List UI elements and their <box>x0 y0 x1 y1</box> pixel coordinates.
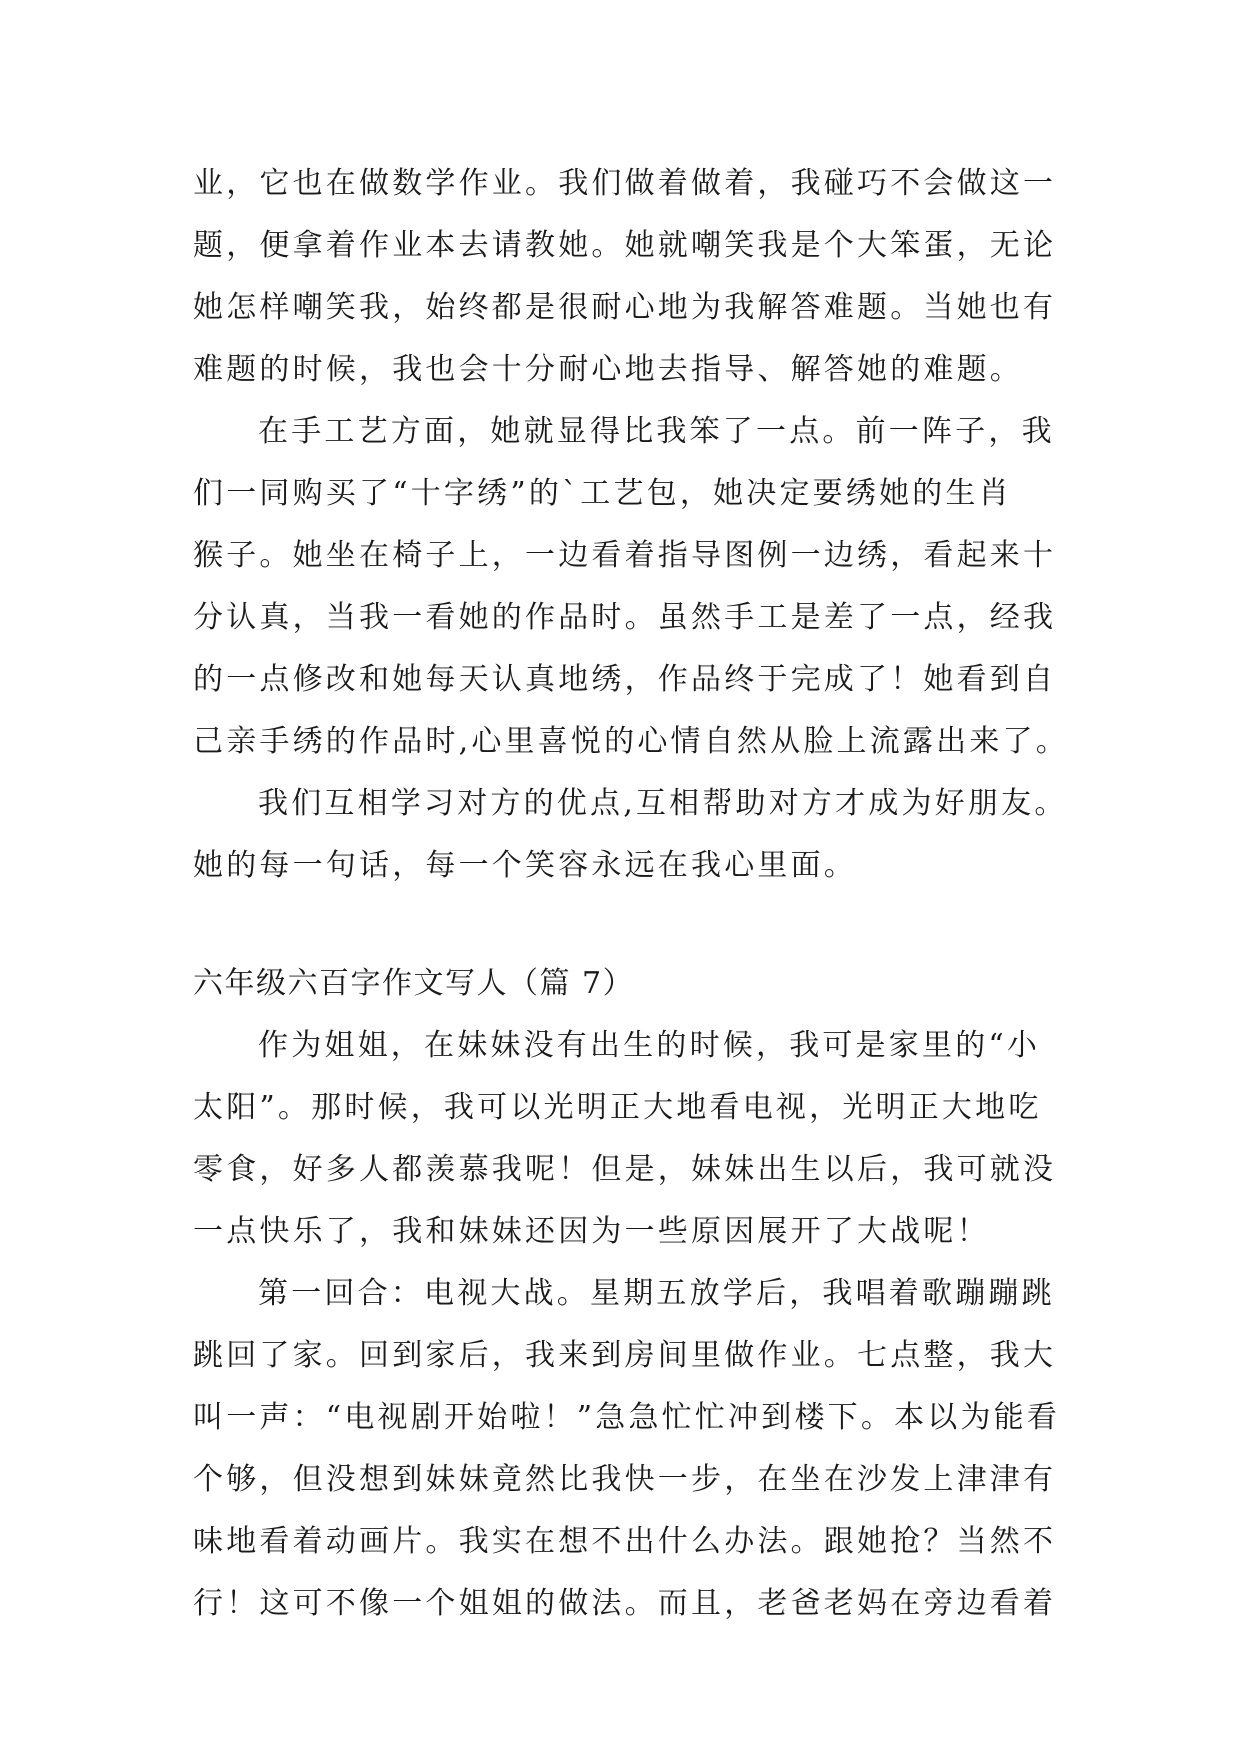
paragraph-line: 难题的时候，我也会十分耐心地去指导、解答她的难题。 <box>193 352 1023 387</box>
paragraph-line: 题，便拿着作业本去请教她。她就嘲笑我是个大笨蛋，无论 <box>193 228 1057 263</box>
paragraph-line: 跳回了家。回到家后，我来到房间里做作业。七点整，我大 <box>193 1338 1057 1373</box>
paragraph-line: 猴子。她坐在椅子上，一边看着指导图例一边绣，看起来十 <box>193 538 1057 573</box>
paragraph-line: 业，它也在做数学作业。我们做着做着，我碰巧不会做这一 <box>193 166 1057 201</box>
paragraph-line: 分认真，当我一看她的作品时。虽然手工是差了一点，经我 <box>193 600 1057 635</box>
paragraph-line: 们一同购买了“十字绣”的`工艺包，她决定要绣她的生肖 <box>193 476 1012 511</box>
paragraph-line: 的一点修改和她每天认真地绣，作品终于完成了！她看到自 <box>193 662 1057 697</box>
paragraph-line: 零食，好多人都羡慕我呢！但是，妹妹出生以后，我可就没 <box>193 1152 1057 1187</box>
paragraph-line: 己亲手绣的作品时,心里喜悦的心情自然从脸上流露出来了。 <box>193 724 1069 759</box>
paragraph-line: 在手工艺方面，她就显得比我笨了一点。前一阵子，我 <box>258 414 1055 449</box>
paragraph-line: 行！这可不像一个姐姐的做法。而且，老爸老妈在旁边看着 <box>193 1586 1057 1621</box>
section-heading: 六年级六百字作文写人（篇 7） <box>193 966 635 1001</box>
paragraph-line: 作为姐姐，在妹妹没有出生的时候，我可是家里的“小 <box>258 1028 1041 1063</box>
paragraph-line: 味地看着动画片。我实在想不出什么办法。跟她抢？当然不 <box>193 1524 1057 1559</box>
paragraph-line: 叫一声：“电视剧开始啦！”急急忙忙冲到楼下。本以为能看 <box>193 1400 1061 1435</box>
paragraph-line: 太阳”。那时候，我可以光明正大地看电视，光明正大地吃 <box>193 1090 1042 1125</box>
paragraph-line: 我们互相学习对方的优点,互相帮助对方才成为好朋友。 <box>258 786 1068 821</box>
paragraph-line: 她怎样嘲笑我，始终都是很耐心地为我解答难题。当她也有 <box>193 290 1057 325</box>
paragraph-line: 第一回合：电视大战。星期五放学后，我唱着歌蹦蹦跳 <box>258 1276 1055 1311</box>
paragraph-line: 她的每一句话，每一个笑容永远在我心里面。 <box>193 848 857 883</box>
paragraph-line: 个够，但没想到妹妹竟然比我快一步，在坐在沙发上津津有 <box>193 1462 1057 1497</box>
paragraph-line: 一点快乐了，我和妹妹还因为一些原因展开了大战呢！ <box>193 1214 990 1249</box>
